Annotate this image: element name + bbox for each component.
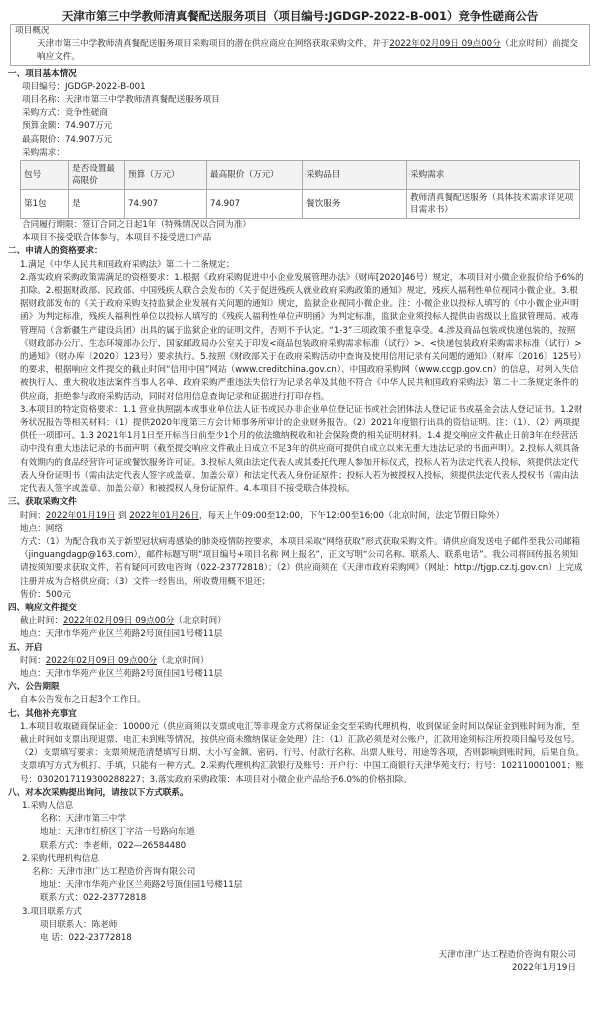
section-other-matters: [6, 708, 594, 787]
table-header-cell: 采购品目: [303, 161, 407, 190]
opening-time-value: 2022年02月09日 09点00分: [45, 655, 158, 666]
signature-company: 天津市津广达工程造价咨询有限公司: [438, 950, 576, 961]
table-cell: 74.907: [207, 190, 303, 219]
table-header-cell: 预算（万元）: [125, 161, 207, 190]
table-header-cell: 最高限价（万元）: [207, 161, 303, 190]
section-opening: [6, 642, 594, 682]
table-cell: 第1包: [21, 190, 69, 219]
section-heading: 三、获取采购文件: [8, 497, 77, 508]
package-table: [20, 160, 580, 219]
opening-time: [6, 655, 594, 668]
max-price: 最高限价：74.907万元: [22, 134, 113, 145]
agent-info-title: 2.采购代理机构信息: [22, 853, 99, 864]
obtain-way: 方式：（1）为配合我市关于新型冠状病毒感染的肺炎疫情防控要求，本项目采取“网络获取”形式获取采购文件。请供应商发送电子邮件至我公司邮箱（jinguangdagp@163.com），邮件标题写明“项目编号+项目名称 网上报名”，正文写明“公司名称、联系人、联系电话”。我公司将回传报名须知请按须知要求获取文件，若有疑问可致电咨询（022-23772818）；（2）供应商须在《天津市政府采购网》（网址：http://tjgp.cz.tj.gov.cn）上完成注册并成为合格供应商；（3）文件一经售出，所收费用概不退还；: [20, 536, 583, 587]
obtain-start-date: 2022年01月19日: [45, 510, 116, 521]
overview-box: [10, 24, 590, 66]
overview-heading: 项目概况: [15, 26, 50, 36]
qualification-p3: 3.本项目的特定资格要求：1.1 营业执照副本或事业单位法人证书或民办非企业单位登记证书或社会团体法人登记证书或基金会法人登记证书。1.2财务状况报告等相关材料：（1）提供2020年度第三方会计师事务所审计的企业财务报告。（2）2021年度银行出具的资信证明。注：（1）、（2）两项提供任一项即可。1.3 2021年1月1日至开标当日前至少1个月的依法缴纳税收和社会保险费的相关证明材料。1.4 提交响应文件截止日前3年在经营活动中没有重大违法记录的书面声明（截至提交响应文件截止日成立不足3年的供应商可提供自成立以来无重大违法记录的书面声明）。2.投标人须具备有效期内的食品经营许可证或餐饮服务许可证。3.投标人须由法定代表人或其委托代理人参加开标仪式，投标人若为法定代表人投标，须提供法定代表人身份证明书（需由法定代表人签字或盖章、加盖公章）和法定代表人身份证原件；投标人若为被授权人投标，须提供法定代表人授权书（需由法定代表人签字或盖章、加盖公章）和被授权人身份证原件。4.本项目不接受联合体投标。: [20, 404, 583, 495]
opening-place: 地点：天津市华苑产业区兰苑路2号顶佳园1号楼11层: [20, 668, 223, 679]
budget-amount: 预算金额：74.907万元: [22, 121, 113, 132]
buyer-contact: 联系方式：李老师，022—26584480: [40, 840, 187, 851]
obtain-place: 地点：网络: [20, 523, 63, 534]
table-header-cell: 是否设置最高限价: [69, 161, 125, 190]
project-name: 项目名称：天津市第三中学教师清真餐配送服务项目: [22, 95, 220, 106]
buyer-info-title: 1.采购人信息: [22, 800, 74, 811]
agent-contact: 联系方式：022-23772818: [40, 893, 147, 904]
obtain-time-label: 时间：: [20, 510, 46, 521]
opening-time-label: 时间：: [20, 655, 46, 666]
buyer-address: 地址：天津市红桥区丁字沽一号路向东道: [40, 827, 195, 838]
agent-name: 名称：天津市津广达工程造价咨询有限公司: [32, 866, 196, 877]
obtain-time-rest: ，每天上午09:00至12:00，下午12:00至16:00（北京时间，法定节假日除外）: [198, 510, 505, 521]
section-heading: 八、对本次采购提出询问，请按以下方式联系。: [8, 787, 189, 798]
buyer-name: 名称：天津市第三中学: [40, 814, 126, 825]
project-number: 项目编号：JGDGP-2022-B-001: [22, 81, 146, 92]
page-title: 天津市第三中学教师清真餐配送服务项目（项目编号:JGDGP-2022-B-001）竞争性磋商公告: [61, 9, 539, 23]
project-contact-person: 项目联系人：陈老师: [40, 919, 118, 930]
section-heading: 一、项目基本情况: [8, 68, 77, 79]
qualification-p2: 2.落实政府采购政策需满足的资格要求：1.根据《政府采购促进中小企业发展管理办法》（财库[2020]46号）规定，本项目对小微企业报价给予6%的扣除。2.根据财政部、民政部、中国残疾人联合会发布的《关于促进残疾人就业政府采购政策的通知》规定，残疾人福利性单位视同小微企业。3.根据财政部发布的《关于政府采购支持监狱企业发展有关问题的通知》规定，监狱企业视同小微企业。注：小微企业以投标人填写的《中小微企业声明函》为判定标准，残疾人福利性单位以投标人填写的《残疾人福利性单位声明函》为判定标准，监狱企业须投标人提供由省级以上监狱管理局、戒毒管理局（含新疆生产建设兵团）出具的属于监狱企业的证明文件，否则不予认定。“1-3”三项政策不重复享受。4.涉及商品包装或快递包装的，按照《财政部办公厅、生态环境部办公厅、国家邮政局办公室关于印发<商品包装政府采购需求标准（试行）>、<快递包装政府采购需求标准（试行）>的通知》（财办库〔2020〕123号）要求执行。5.按照《财政部关于在政府采购活动中查询及使用信用记录有关问题的通知》（财库〔2016〕125号）的要求，根据响应文件提交的截止时间“信用中国”网站（www.creditchina.gov.cn）、中国政府采购网（www.ccgp.gov.cn）的信息，对列入失信被执行人、重大税收违法案件当事人名单、政府采购严重违法失信行为记录名单及其他不符合《中华人民共和国政府采购法》第二十二条规定条件的供应商，拒绝参与政府采购活动，同时对信用信息查询记录和证据进行打印存档。: [20, 272, 586, 402]
submission-place: 地点：天津市华苑产业区兰苑路2号顶佳园1号楼11层: [20, 629, 223, 640]
submission-deadline-value: 2022年02月09日 09点00分: [62, 616, 175, 627]
obtain-time: [6, 510, 594, 523]
consortium-note: 本项目不接受联合体参与，本项目不接受进口产品: [22, 233, 212, 244]
package-table-header: [21, 161, 580, 190]
contract-term: 合同履行期限：签订合同之日起1年（特殊情况以合同为准）: [22, 220, 251, 231]
table-cell: 74.907: [125, 190, 207, 219]
obtain-to: 到: [115, 510, 130, 521]
section-notice-period: [6, 681, 594, 707]
submission-deadline-label: 截止时间：: [20, 616, 63, 627]
project-contact-phone: 电 话：022-23772818: [40, 933, 132, 943]
signature-date: 2022年1月19日: [511, 963, 576, 974]
table-cell: 教师清真餐配送服务（具体技术需求详见项目需求书）: [407, 190, 580, 219]
other-matters-text: 1.本项目收取磋商保证金：10000元（供应商须以支票或电汇等非现金方式将保证金交至采购代理机构，收到保证金时间以保证金到账时间为准，至截止时间如支票出现退票、电汇未到账等情况，按供应商未缴纳保证金处理）注：（1）汇款必须是对公账户，汇款用途须标注所投项目编号及包号。（2）支票填写要求：支票须规范清楚填写日期、大小写金额、密码、行号、付款行名称、出票人账号、用途等各项，否则影响到账时间，后果自负。支票填写方式为机打、手填，只能有一种方式。2.采购代理机构汇款银行及账号：开户行：中国工商银行天津华苑支行；行号：102110001001；账号：0302017119300288227；3.落实政府采购政策：本项目对小微企业产品给予6.0%的价格扣除。: [20, 721, 585, 785]
agent-address: 地址：天津市华苑产业区兰苑路2号顶佳园1号楼11层: [40, 880, 243, 891]
section-heading: 四、响应文件提交: [8, 602, 77, 613]
section-heading: 二、申请人的资格要求：: [8, 246, 103, 257]
opening-time-tz: （北京时间）: [157, 655, 209, 666]
overview-text-before: 天津市第三中学教师清真餐配送服务项目采购项目的潜在供应商应在网络获取采购文件，并于: [37, 39, 390, 50]
submission-deadline: [6, 615, 594, 628]
section-qualification: [6, 245, 594, 496]
section-obtain-documents: [6, 496, 594, 602]
project-contact-title: 3.项目联系方式: [22, 906, 82, 917]
signature-block: [6, 949, 594, 975]
section-heading: 七、其他补充事宜: [8, 708, 77, 719]
procurement-method: 采购方式：竞争性磋商: [22, 108, 108, 119]
submission-deadline-tz: （北京时间）: [174, 616, 226, 627]
section-heading: 五、开启: [8, 642, 43, 653]
overview-deadline: 2022年02月09日 09点00分: [389, 39, 501, 50]
table-header-cell: 包号: [21, 161, 69, 190]
section-heading: 六、公告期限: [8, 682, 60, 693]
table-cell: 餐饮服务: [303, 190, 407, 219]
notice-period-text: 自本公告发布之日起3个工作日。: [20, 695, 146, 706]
obtain-price: 售价：500元: [20, 589, 71, 600]
obtain-end-date: 2022年01月26日: [129, 510, 199, 521]
section-basic-info: [6, 68, 594, 246]
overview-text-after: （北京时间）前提交响应文件。: [37, 39, 579, 63]
qualification-p1: 1.满足《中华人民共和国政府采购法》第二十二条规定；: [20, 259, 235, 270]
table-header-cell: 采购需求: [407, 161, 580, 190]
table-cell: 是: [69, 190, 125, 219]
section-contact: [6, 787, 594, 945]
table-row: [21, 190, 580, 219]
overview-text: [11, 38, 589, 64]
section-submission: [6, 602, 594, 642]
demand-label: 采购需求：: [22, 147, 65, 158]
